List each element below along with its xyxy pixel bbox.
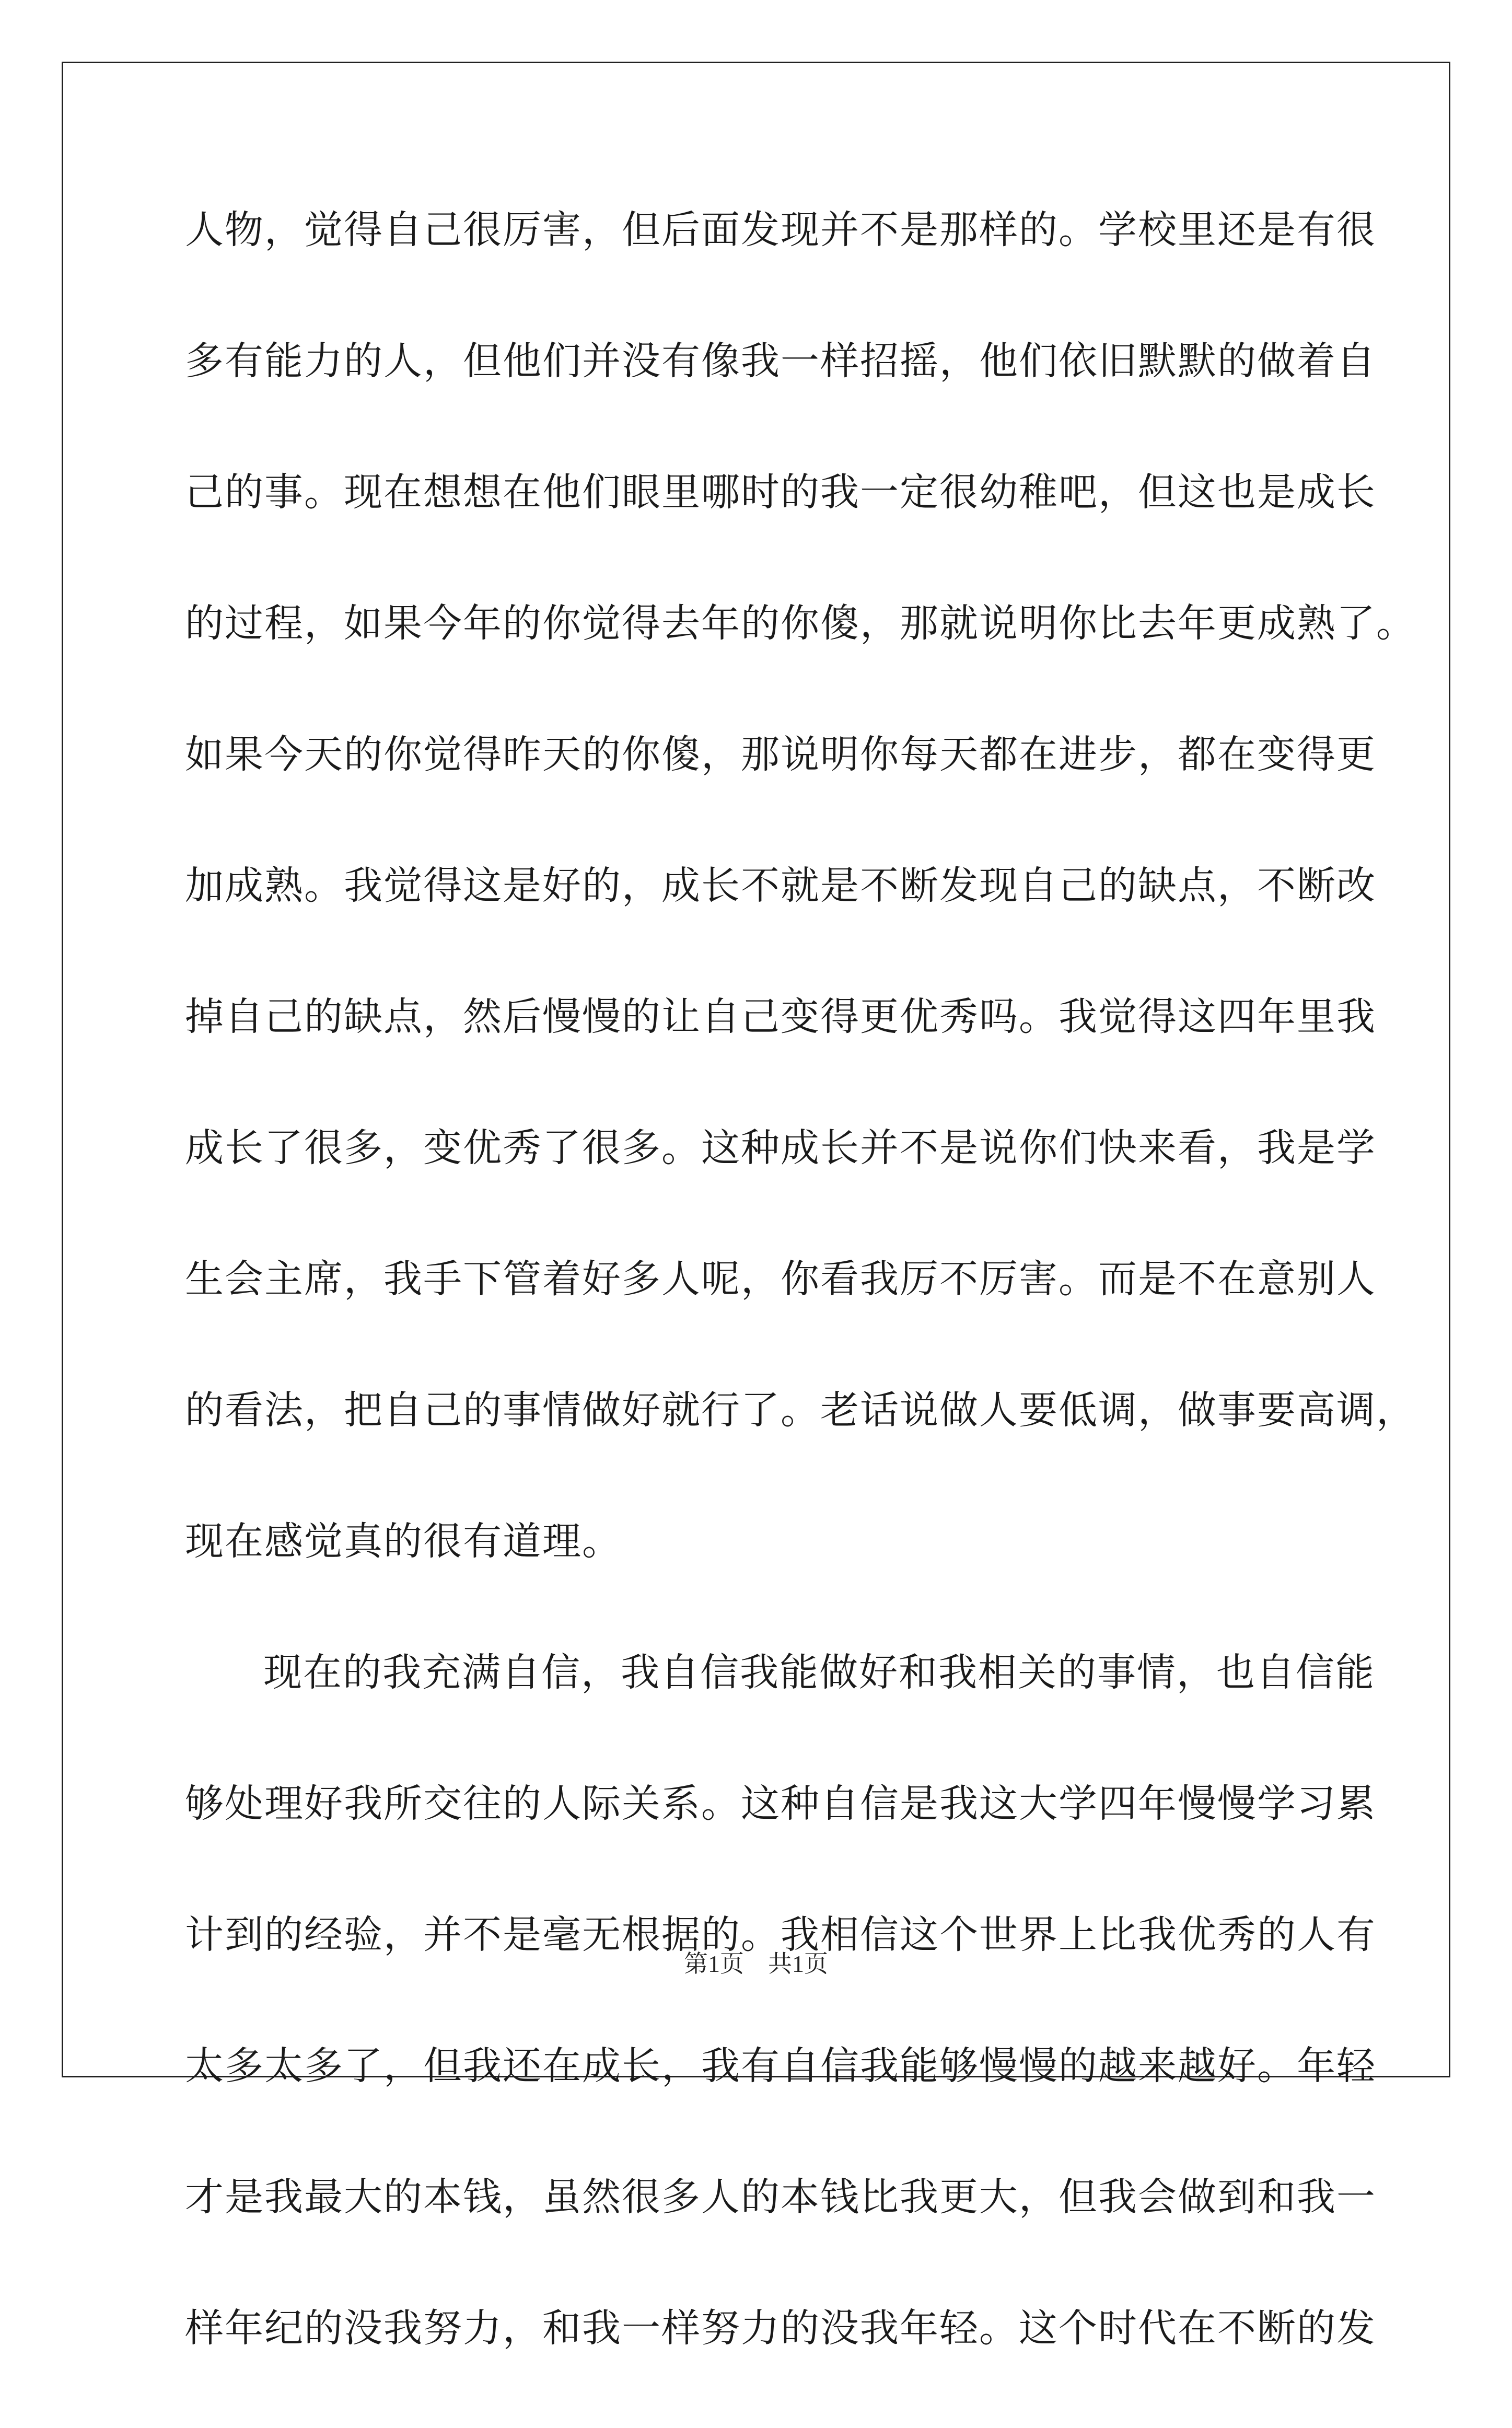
text-line: 太多太多了，但我还在成长，我有自信我能够慢慢的越来越好。年轻 [185, 2043, 1376, 2088]
document-body [185, 199, 1416, 2428]
text-line: 够处理好我所交往的人际关系。这种自信是我这大学四年慢慢学习累 [185, 1781, 1376, 1826]
page-footer [0, 1945, 1512, 1979]
text-line: 生会主席，我手下管着好多人呢，你看我厉不厉害。而是不在意别人 [185, 1257, 1376, 1302]
text-line: 加成熟。我觉得这是好的，成长不就是不断发现自己的缺点，不断改 [185, 863, 1376, 908]
text-line: 计到的经验，并不是毫无根据的。我相信这个世界上比我优秀的人有 [185, 1912, 1376, 1957]
text-line: 样年纪的没我努力，和我一样努力的没我年轻。这个时代在不断的发 [185, 2306, 1376, 2351]
text-line: 人物，觉得自己很厉害，但后面发现并不是那样的。学校里还是有很 [185, 207, 1376, 252]
page-number: 第1页 [684, 1950, 744, 1977]
text-line: 的过程，如果今年的你觉得去年的你傻，那就说明你比去年更成熟了。 [185, 601, 1416, 646]
text-line: 己的事。现在想想在他们眼里哪时的我一定很幼稚吧，但这也是成长 [185, 470, 1376, 515]
text-line: 才是我最大的本钱，虽然很多人的本钱比我更大，但我会做到和我一 [185, 2175, 1376, 2220]
text-line: 现在感觉真的很有道理。 [185, 1519, 622, 1564]
text-line: 多有能力的人，但他们并没有像我一样招摇，他们依旧默默的做着自 [185, 339, 1376, 384]
paragraph-first-line: 现在的我充满自信，我自信我能做好和我相关的事情，也自信能 [263, 1650, 1375, 1695]
text-line: 掉自己的缺点，然后慢慢的让自己变得更优秀吗。我觉得这四年里我 [185, 994, 1376, 1039]
text-line: 如果今天的你觉得昨天的你傻，那说明你每天都在进步，都在变得更 [185, 732, 1376, 777]
text-line: 的看法，把自己的事情做好就行了。老话说做人要低调，做事要高调， [185, 1388, 1416, 1433]
text-line: 成长了很多，变优秀了很多。这种成长并不是说你们快来看，我是学 [185, 1125, 1376, 1170]
page-total: 共1页 [768, 1950, 828, 1977]
